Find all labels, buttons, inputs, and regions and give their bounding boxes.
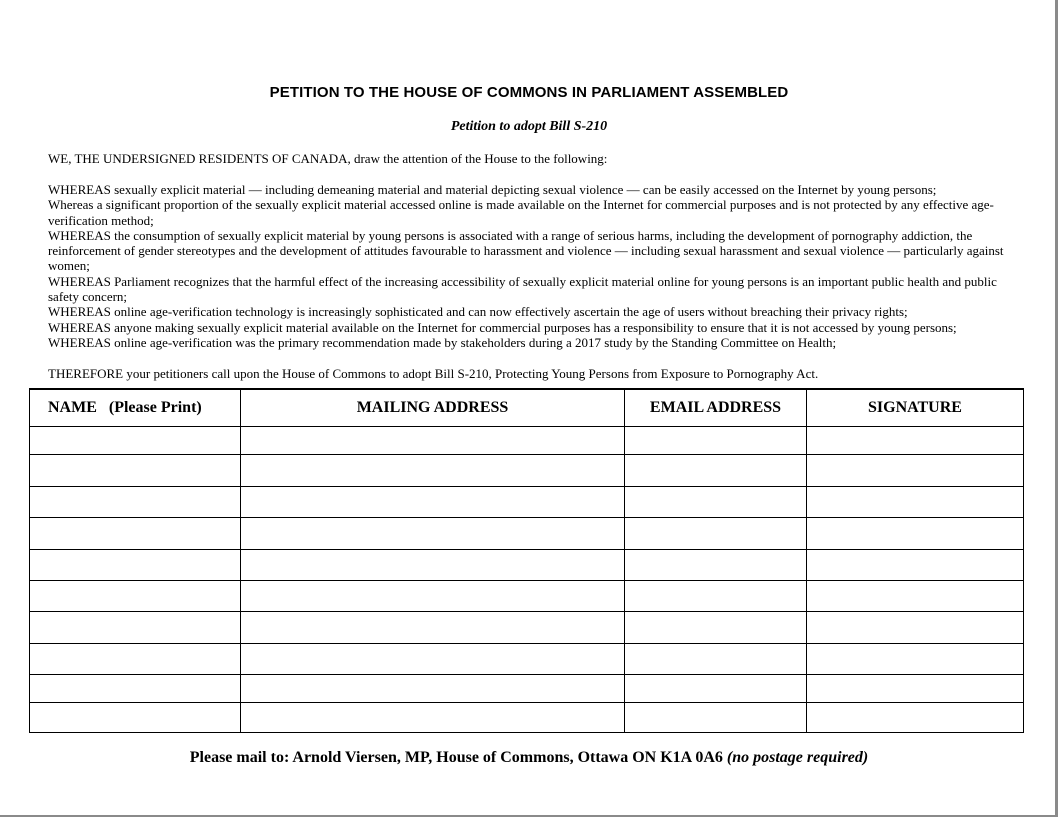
signature-cell[interactable]	[807, 455, 1024, 486]
signature-row	[30, 427, 1024, 455]
mailing-address-cell[interactable]	[241, 675, 625, 702]
email-address-cell[interactable]	[625, 643, 807, 674]
whereas-clause: WHEREAS anyone making sexually explicit material available on the Internet for commercial purposes has a responsibility to ensure that it is not accessed by young persons;	[48, 319, 957, 335]
email-address-cell[interactable]	[625, 518, 807, 549]
name-cell[interactable]	[30, 549, 241, 580]
mailing-address-cell[interactable]	[241, 702, 625, 732]
signature-cell[interactable]	[807, 549, 1024, 580]
signature-rows	[30, 427, 1024, 733]
mailing-address-cell[interactable]	[241, 486, 625, 517]
name-cell[interactable]	[30, 455, 241, 486]
mailing-address-cell[interactable]	[241, 455, 625, 486]
whereas-clause: WHEREAS Parliament recognizes that the harmful effect of the increasing accessibility of sexually explicit material online for young persons is an important public health and public safety concern;	[48, 273, 997, 305]
name-cell[interactable]	[30, 612, 241, 643]
column-header-signature: SIGNATURE	[807, 389, 1024, 427]
whereas-clause: Whereas a significant proportion of the sexually explicit material accessed online is made available on the Internet for commercial purposes and is not protected by any effective age-verification method;	[48, 197, 994, 228]
mailing-address-cell[interactable]	[241, 549, 625, 580]
signature-cell[interactable]	[807, 675, 1024, 702]
name-cell[interactable]	[30, 675, 241, 702]
whereas-clause: WHEREAS online age-verification technology is increasingly sophisticated and can now effectively ascertain the age of users without breaching their privacy rights;	[48, 304, 908, 320]
name-cell[interactable]	[30, 518, 241, 549]
name-cell[interactable]	[30, 643, 241, 674]
signature-cell[interactable]	[807, 427, 1024, 455]
mailing-address-cell[interactable]	[241, 427, 625, 455]
email-address-cell[interactable]	[625, 549, 807, 580]
email-address-cell[interactable]	[625, 486, 807, 517]
signature-cell[interactable]	[807, 643, 1024, 674]
signature-row	[30, 518, 1024, 549]
mailing-address-cell[interactable]	[241, 580, 625, 611]
mailing-instructions	[0, 749, 1058, 767]
whereas-clause: WHEREAS online age-verification was the primary recommendation made by stakeholders during a 2017 study by the Standing Committee on Health;	[48, 334, 837, 350]
email-address-cell[interactable]	[625, 455, 807, 486]
signature-row	[30, 580, 1024, 611]
signature-row	[30, 549, 1024, 580]
petition-request: THEREFORE your petitioners call upon the House of Commons to adopt Bill S-210, Protecting Young Persons from Exposure to Pornography Act.	[48, 366, 819, 381]
signature-cell[interactable]	[807, 486, 1024, 517]
name-cell[interactable]	[30, 486, 241, 517]
signature-table-header	[30, 389, 1024, 427]
email-address-cell[interactable]	[625, 702, 807, 732]
whereas-clauses	[48, 182, 1008, 350]
column-header-name: NAME (Please Print)	[30, 389, 241, 427]
petition-subtitle: Petition to adopt Bill S-210	[450, 119, 608, 134]
petition-intro: WE, THE UNDERSIGNED RESIDENTS OF CANADA, draw the attention of the House to the following:	[48, 151, 608, 166]
signature-row	[30, 455, 1024, 486]
name-cell[interactable]	[30, 702, 241, 732]
email-address-cell[interactable]	[625, 427, 807, 455]
column-header-email-address: EMAIL ADDRESS	[625, 389, 807, 427]
whereas-clause: WHEREAS sexually explicit material — including demeaning material and material depicting sexual violence — can be easily accessed on the Internet by young persons;	[48, 182, 937, 197]
email-address-cell[interactable]	[625, 675, 807, 702]
mailing-address-text: Please mail to: Arnold Viersen, MP, House of Commons, Ottawa ON K1A 0A6	[189, 749, 727, 766]
signature-cell[interactable]	[807, 580, 1024, 611]
column-header-mailing-address: MAILING ADDRESS	[241, 389, 625, 427]
signature-row	[30, 643, 1024, 674]
postage-note: (no postage required)	[726, 749, 869, 766]
mailing-address-cell[interactable]	[241, 518, 625, 549]
signature-cell[interactable]	[807, 518, 1024, 549]
name-cell[interactable]	[30, 580, 241, 611]
signature-row	[30, 612, 1024, 643]
signature-table	[29, 388, 1024, 733]
mailing-address-cell[interactable]	[241, 612, 625, 643]
signature-row	[30, 702, 1024, 732]
name-cell[interactable]	[30, 427, 241, 455]
email-address-cell[interactable]	[625, 612, 807, 643]
signature-row	[30, 675, 1024, 702]
mailing-address-cell[interactable]	[241, 643, 625, 674]
signature-cell[interactable]	[807, 702, 1024, 732]
whereas-clause: WHEREAS the consumption of sexually explicit material by young persons is associated with a range of serious harms, including the development of pornography addiction, the reinforcement of gender stereotypes and the development of attitudes favourable to harassment and violence — including sexual harassment and sexual violence — particularly against women;	[48, 227, 1004, 274]
email-address-cell[interactable]	[625, 580, 807, 611]
signature-row	[30, 486, 1024, 517]
signature-cell[interactable]	[807, 612, 1024, 643]
petition-title: PETITION TO THE HOUSE OF COMMONS IN PARLIAMENT ASSEMBLED	[269, 84, 789, 101]
